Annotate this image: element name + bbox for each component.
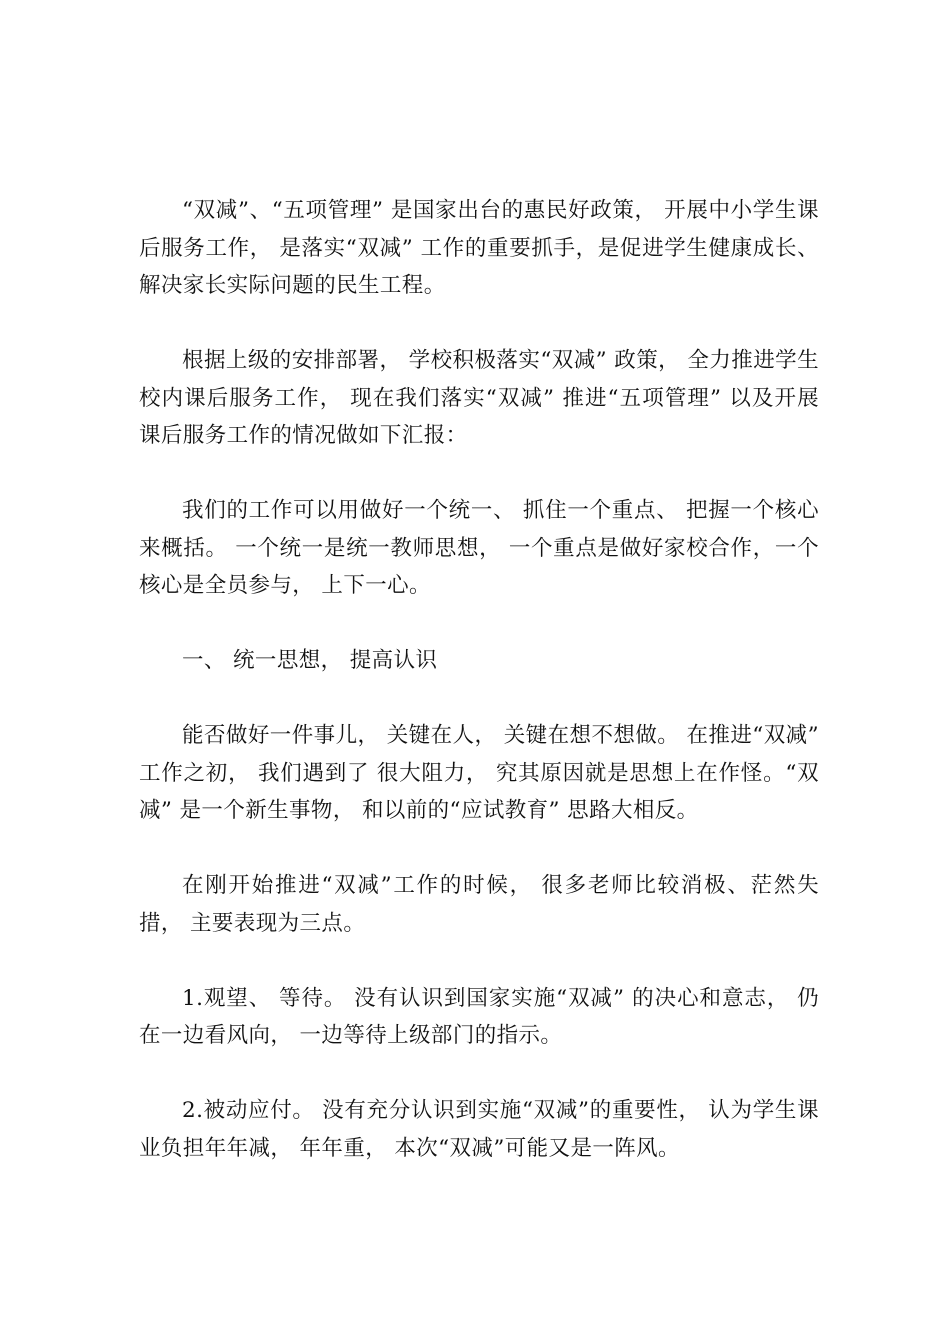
paragraph-teacher-attitude: 在刚开始推进“双减”工作的时候， 很多老师比较消极、茫然失措， 主要表现为三点。 <box>139 873 819 936</box>
paragraph-intro: “双减”、“五项管理” 是国家出台的惠民好政策， 开展中小学生课后服务工作， 是落实“双减” 工作的重要抓手，是促进学生健康成长、 解决家长实际问题的民生工程。 <box>139 198 819 298</box>
paragraph-summary: 我们的工作可以用做好一个统一、 抓住一个重点、 把握一个核心来概括。 一个统一是统一教师思想， 一个重点是做好家校合作，一个核心是全员参与， 上下一心。 <box>139 498 819 598</box>
section-heading: 一、 统一思想， 提高认识 <box>182 648 438 673</box>
list-item-1: 1.观望、 等待。 没有认识到国家实施“双减” 的决心和意志， 仍在一边看风向， 一边等待上级部门的指示。 <box>139 985 819 1048</box>
list-item-2: 2.被动应付。 没有充分认识到实施“双减”的重要性， 认为学生课业负担年年减， 年年重， 本次“双减”可能又是一阵风。 <box>139 1098 819 1161</box>
document-body <box>139 192 819 1205</box>
paragraph-key-person: 能否做好一件事儿， 关键在人， 关键在想不想做。 在推进“双减” 工作之初， 我们遇到了 很大阻力， 究其原因就是思想上在作怪。“双减” 是一个新生事物， 和以前的“应试教育” 思路大相反。 <box>139 723 819 823</box>
paragraph-deployment: 根据上级的安排部署， 学校积极落实“双减” 政策， 全力推进学生校内课后服务工作， 现在我们落实“双减” 推进“五项管理” 以及开展课后服务工作的情况做如下汇报： <box>139 348 819 448</box>
